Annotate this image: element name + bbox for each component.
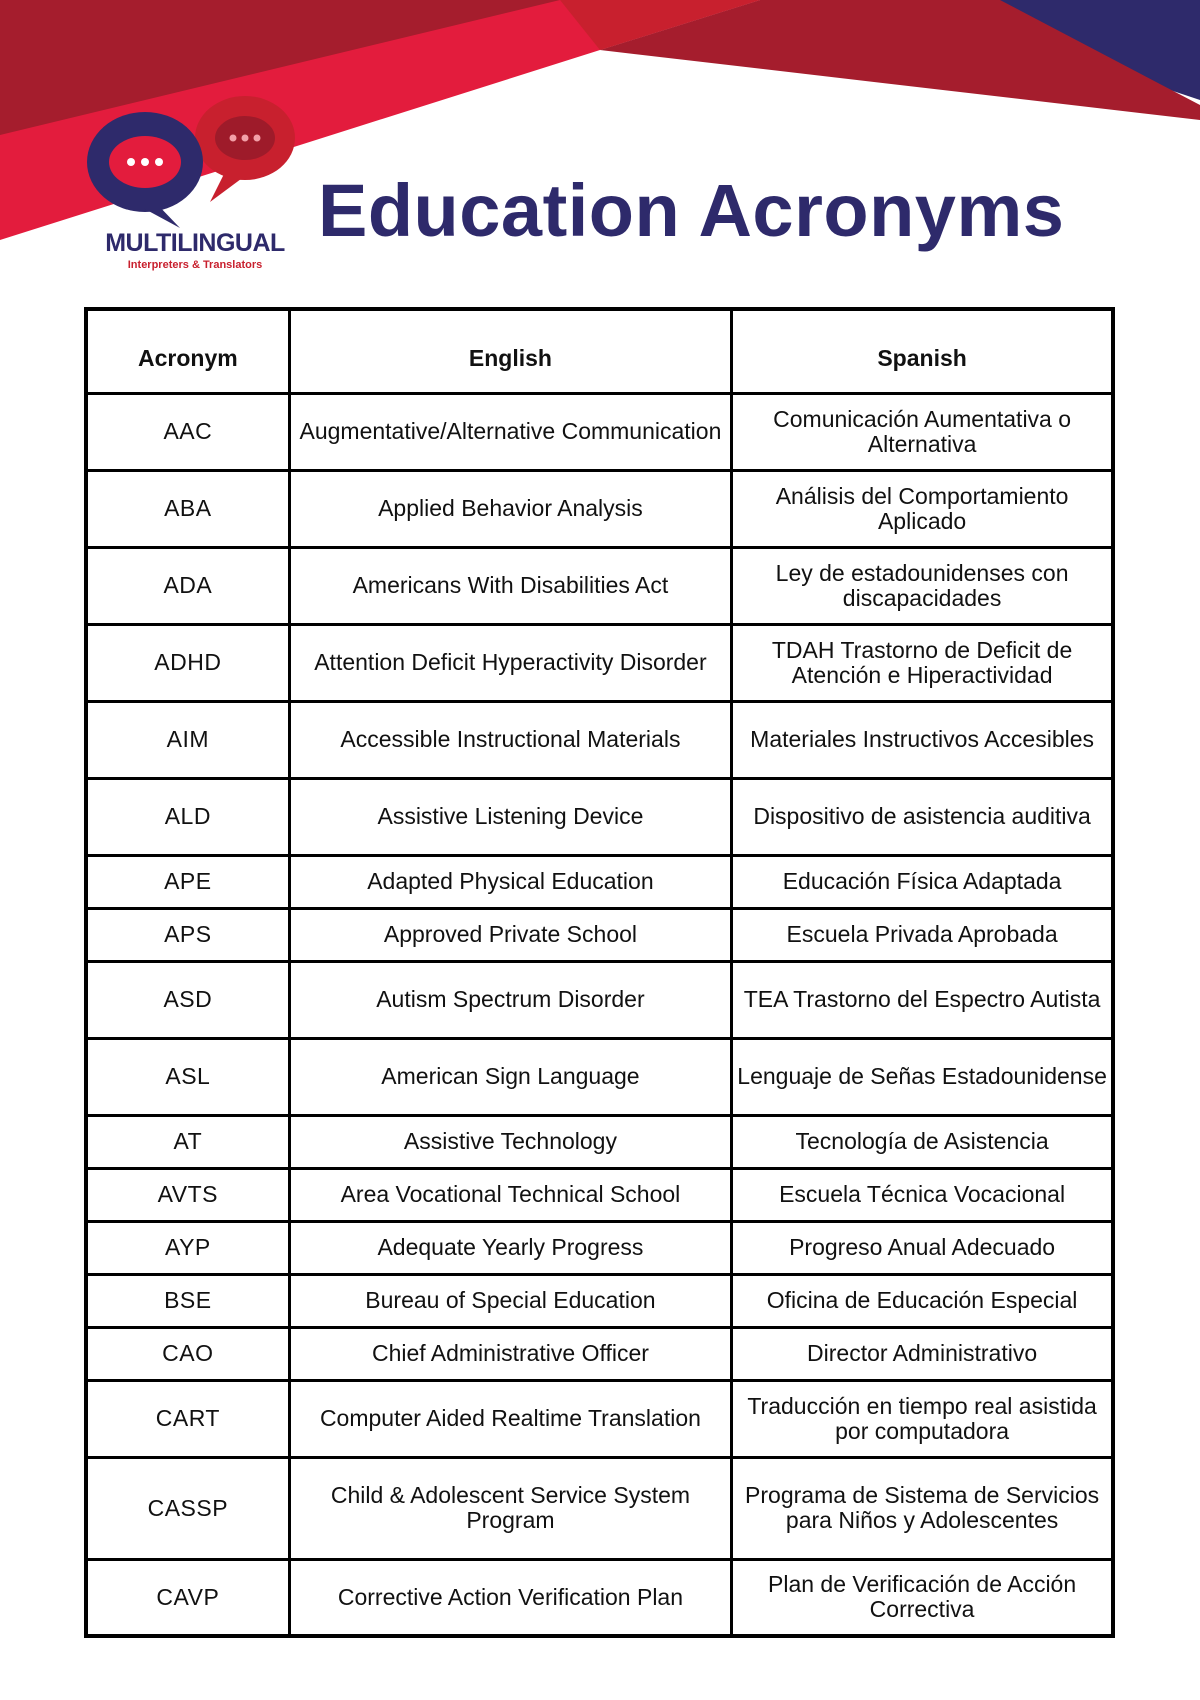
spanish-cell: TEA Trastorno del Espectro Autista xyxy=(732,961,1113,1038)
speech-bubbles-icon xyxy=(85,90,305,230)
spanish-cell: Análisis del Comportamiento Aplicado xyxy=(732,470,1113,547)
acronym-cell: AVTS xyxy=(86,1168,289,1221)
english-cell: Computer Aided Realtime Translation xyxy=(289,1380,731,1457)
header-acronym: Acronym xyxy=(86,309,289,393)
table-row xyxy=(86,778,1113,855)
english-cell: Adequate Yearly Progress xyxy=(289,1221,731,1274)
table-row xyxy=(86,1380,1113,1457)
spanish-cell: Educación Física Adaptada xyxy=(732,855,1113,908)
spanish-cell: Tecnología de Asistencia xyxy=(732,1115,1113,1168)
spanish-cell: TDAH Trastorno de Deficit de Atención e Hiperactividad xyxy=(732,624,1113,701)
spanish-cell: Materiales Instructivos Accesibles xyxy=(732,701,1113,778)
spanish-cell: Traducción en tiempo real asistida por computadora xyxy=(732,1380,1113,1457)
acronym-cell: ALD xyxy=(86,778,289,855)
spanish-cell: Programa de Sistema de Servicios para Niños y Adolescentes xyxy=(732,1457,1113,1559)
spanish-cell: Ley de estadounidenses con discapacidades xyxy=(732,547,1113,624)
acronym-cell: APE xyxy=(86,855,289,908)
spanish-cell: Lenguaje de Señas Estadounidense xyxy=(732,1038,1113,1115)
table-row xyxy=(86,961,1113,1038)
english-cell: Adapted Physical Education xyxy=(289,855,731,908)
english-cell: Accessible Instructional Materials xyxy=(289,701,731,778)
acronym-cell: ASD xyxy=(86,961,289,1038)
acronym-cell: AYP xyxy=(86,1221,289,1274)
table-row xyxy=(86,1559,1113,1636)
acronym-cell: BSE xyxy=(86,1274,289,1327)
acronym-cell: CAO xyxy=(86,1327,289,1380)
acronym-cell: APS xyxy=(86,908,289,961)
table-row xyxy=(86,1168,1113,1221)
english-cell: Applied Behavior Analysis xyxy=(289,470,731,547)
acronym-cell: AAC xyxy=(86,393,289,470)
english-cell: Assistive Listening Device xyxy=(289,778,731,855)
table-row xyxy=(86,547,1113,624)
spanish-cell: Progreso Anual Adecuado xyxy=(732,1221,1113,1274)
english-cell: American Sign Language xyxy=(289,1038,731,1115)
logo xyxy=(85,90,305,280)
table-row xyxy=(86,1115,1113,1168)
spanish-cell: Escuela Privada Aprobada xyxy=(732,908,1113,961)
table-row xyxy=(86,908,1113,961)
table-row xyxy=(86,1274,1113,1327)
acronym-cell: ABA xyxy=(86,470,289,547)
table-row xyxy=(86,470,1113,547)
english-cell: Autism Spectrum Disorder xyxy=(289,961,731,1038)
acronyms-table xyxy=(84,307,1115,1638)
table-row xyxy=(86,1038,1113,1115)
acronym-cell: ADA xyxy=(86,547,289,624)
page-title: Education Acronyms xyxy=(318,169,1065,252)
table-header-row xyxy=(86,309,1113,393)
acronym-cell: CASSP xyxy=(86,1457,289,1559)
table-row xyxy=(86,701,1113,778)
spanish-cell: Plan de Verificación de Acción Correctiva xyxy=(732,1559,1113,1636)
spanish-cell: Oficina de Educación Especial xyxy=(732,1274,1113,1327)
table-row xyxy=(86,1327,1113,1380)
english-cell: Chief Administrative Officer xyxy=(289,1327,731,1380)
english-cell: Child & Adolescent Service System Program xyxy=(289,1457,731,1559)
table-row xyxy=(86,393,1113,470)
acronym-cell: AIM xyxy=(86,701,289,778)
english-cell: Augmentative/Alternative Communication xyxy=(289,393,731,470)
spanish-cell: Escuela Técnica Vocacional xyxy=(732,1168,1113,1221)
table-row xyxy=(86,624,1113,701)
header-spanish: Spanish xyxy=(732,309,1113,393)
spanish-cell: Comunicación Aumentativa o Alternativa xyxy=(732,393,1113,470)
english-cell: Approved Private School xyxy=(289,908,731,961)
header-english: English xyxy=(289,309,731,393)
acronym-cell: AT xyxy=(86,1115,289,1168)
table-row xyxy=(86,855,1113,908)
acronym-cell: CAVP xyxy=(86,1559,289,1636)
acronym-cell: ASL xyxy=(86,1038,289,1115)
spanish-cell: Dispositivo de asistencia auditiva xyxy=(732,778,1113,855)
table-row xyxy=(86,1221,1113,1274)
english-cell: Bureau of Special Education xyxy=(289,1274,731,1327)
english-cell: Attention Deficit Hyperactivity Disorder xyxy=(289,624,731,701)
english-cell: Assistive Technology xyxy=(289,1115,731,1168)
english-cell: Americans With Disabilities Act xyxy=(289,547,731,624)
table-row xyxy=(86,1457,1113,1559)
english-cell: Corrective Action Verification Plan xyxy=(289,1559,731,1636)
logo-wordmark: MULTILINGUAL xyxy=(105,229,285,257)
english-cell: Area Vocational Technical School xyxy=(289,1168,731,1221)
acronym-cell: CART xyxy=(86,1380,289,1457)
acronym-cell: ADHD xyxy=(86,624,289,701)
spanish-cell: Director Administrativo xyxy=(732,1327,1113,1380)
logo-tagline: Interpreters & Translators xyxy=(127,259,263,271)
